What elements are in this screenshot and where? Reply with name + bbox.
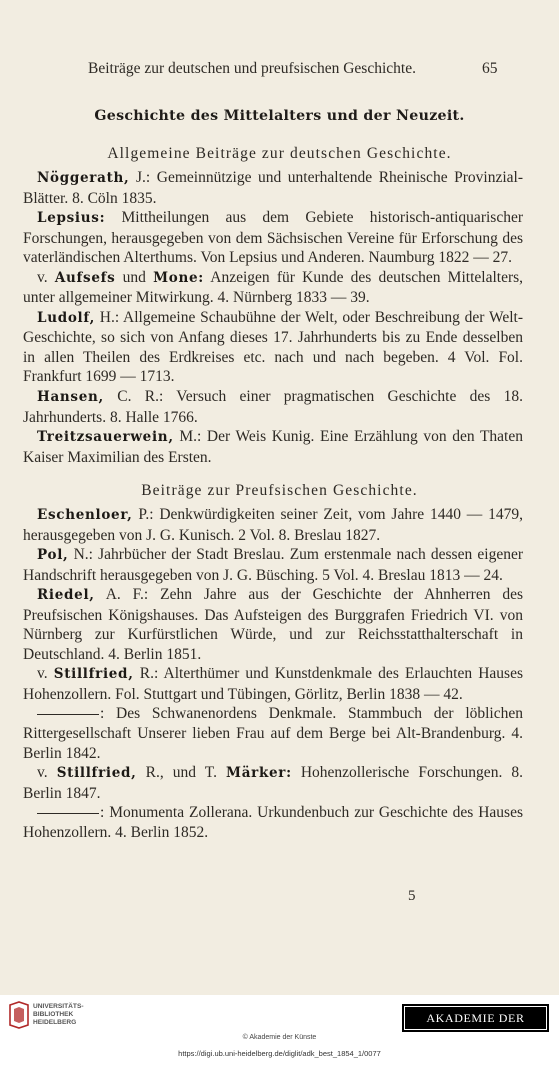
bibliography-entry [23, 168, 523, 208]
bibliography-entry [23, 308, 523, 387]
author-name: Hansen, [37, 389, 104, 406]
entry-text: : Des Schwanenordens Denkmale. Stammbuch der löblichen Rittergesellschaft Unserer lieben Frau auf dem Berge bei Alt-Brandenburg. 4. Berlin 1842. [23, 705, 523, 762]
author-name: Märker: [226, 765, 292, 782]
akademie-logo-text: AKADEMIE DER KÜNSTE [404, 1006, 547, 1030]
akademie-logo[interactable] [402, 1004, 549, 1047]
entry-text: P.: Denkwürdigkeiten seiner Zeit, vom Jahre 1440 — 1479, herausgegeben von J. G. Kunisch. 2 Vol. 8. Breslau 1827. [23, 506, 523, 544]
entry-text: J.: Gemeinnützige und unterhaltende Rheinische Provinzial-Blätter. 8. Cöln 1835. [23, 169, 523, 207]
bibliography-entry [23, 545, 523, 585]
author-name: Nöggerath, [37, 170, 130, 186]
bibliography-entry [23, 704, 523, 763]
entry-list-general [23, 168, 523, 467]
library-name-line-3: HEIDELBERG [33, 1019, 77, 1026]
permalink-url[interactable]: https://digi.ub.uni-heidelberg.de/diglit/adk_best_1854_1/0077 [178, 1049, 381, 1058]
bibliography-entry [23, 427, 523, 467]
entry-text: : Monumenta Zollerana. Urkundenbuch zur Geschichte des Hauses Hohenzollern. 4. Berlin 1852. [23, 804, 523, 841]
entry-text: N.: Jahrbücher der Stadt Breslau. Zum erstenmale nach dessen eigener Handschrift herausgegeben von J. G. Büsching. 5 Vol. 4. Breslau 1813 — 24. [23, 546, 523, 584]
entry-text: R.: Alterthümer und Kunstdenkmale des Erlauchten Hauses Hohenzollern. Fol. Stuttgart und Tübingen, Görlitz, Berlin 1838 — 42. [23, 665, 523, 703]
entry-text: Anzeigen für Kunde des deutschen Mittelalters, unter allgemeiner Mitwirkung. 4. Nürnberg 1833 — 39. [23, 268, 524, 307]
ditto-dash [37, 714, 99, 715]
entry-prefix: v. [37, 665, 54, 683]
subsection-heading-prussian: Beiträge zur Preufsischen Geschichte. [141, 482, 418, 499]
entry-prefix: v. [37, 764, 57, 782]
section-title: Geschichte des Mittelalters und der Neuzeit. [94, 108, 465, 124]
copyright-notice: © Akademie der Künste [242, 1034, 317, 1041]
signature-mark: 5 [408, 888, 416, 904]
bibliography-entry [23, 208, 523, 268]
author-name: Aufsefs [54, 269, 116, 286]
entry-text: M.: Der Weis Kunig. Eine Erzählung von den Thaten Kaiser Maximilian des Ersten. [23, 428, 523, 466]
entry-connector: und [115, 268, 154, 286]
author-name: Lepsius: [37, 210, 106, 227]
author-name: Treitzsauerwein, [37, 429, 174, 446]
bibliography-entry [23, 803, 523, 842]
bibliography-entry [23, 585, 523, 664]
bibliography-entry [23, 387, 523, 427]
entry-text: C. R.: Versuch einer pragmatischen Geschichte des 18. Jahrhunderts. 8. Halle 1766. [23, 388, 523, 426]
bibliography-entry [23, 664, 523, 704]
entry-list-prussian [23, 505, 523, 842]
bibliography-entry [23, 505, 523, 545]
entry-connector: R., und T. [136, 764, 227, 782]
author-name: Mone: [153, 269, 204, 286]
author-name: Pol, [37, 547, 69, 564]
library-name-line-2: BIBLIOTHEK [33, 1011, 74, 1018]
author-name: Stillfried, [56, 765, 137, 782]
entry-text: A. F.: Zehn Jahre aus der Geschichte der Ahnherren des Preufsischen Königshauses. Das Aufsteigen des Burggrafen Friedrich VI. von Nürnberg zur Kurfürstlichen Würde, und zur Reichsstatthalterschaft in Deutschland. 4. Berlin 1851. [23, 586, 523, 663]
bibliography-entry [23, 268, 523, 308]
entry-prefix: v. [37, 268, 55, 286]
entry-text: H.: Allgemeine Schaubühne der Welt, oder Beschreibung der Welt-Geschichte, so sich von Anfang dieses 17. Jahrhunderts bis zu Ende desselben in allen Theilen des Erdkreises etc. nach und nach begeben. 4 Vol. Fol. Frankfurt 1699 — 1713. [23, 308, 523, 386]
library-name-line-1: UNIVERSITÄTS- [33, 1003, 84, 1010]
university-library-logo[interactable] [8, 1001, 148, 1031]
viewer-footer [0, 995, 559, 1065]
entry-text: Hohenzollerische Forschungen. 8. Berlin 1847. [23, 764, 524, 802]
author-name: Stillfried, [53, 666, 134, 683]
page-number: 65 [482, 60, 498, 77]
author-name: Riedel, [37, 587, 95, 604]
author-name: Ludolf, [37, 309, 95, 326]
author-name: Eschenloer, [37, 507, 133, 523]
library-emblem-icon [8, 1001, 30, 1029]
running-title: Beiträge zur deutschen und preufsischen Geschichte. [88, 60, 416, 77]
bibliography-entry [23, 763, 523, 803]
entry-text: Mittheilungen aus dem Gebiete historisch-antiquarischer Forschungen, herausgegeben von dem Sächsischen Vereine für Erforschung des vaterländischen Alterthums. Von Lepsius und Anderen. Naumburg 1822 — 27. [23, 209, 523, 267]
subsection-heading-general: Allgemeine Beiträge zur deutschen Geschichte. [107, 145, 452, 162]
ditto-dash [37, 813, 99, 814]
